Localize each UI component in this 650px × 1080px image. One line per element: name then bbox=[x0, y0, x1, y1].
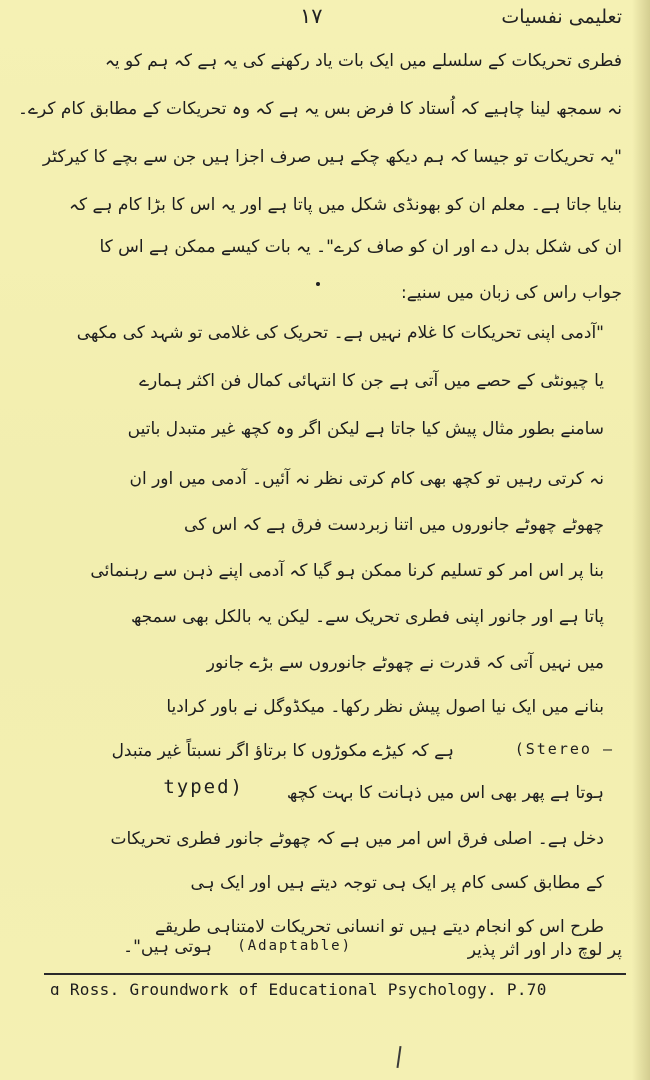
footnote-citation: ɑ Ross. Groundwork of Educational Psychology. P.70 bbox=[50, 980, 547, 999]
quote-final-line bbox=[62, 937, 622, 970]
footnote-rule bbox=[44, 973, 626, 975]
text-line: جواب راس کی زبان میں سنیے: bbox=[401, 283, 622, 303]
stray-ink-mark bbox=[396, 1046, 401, 1068]
quote-line: طرح اس کو انجام دیتے ہیں تو انسانی تحریکات لامتناہی طریقے bbox=[154, 917, 604, 937]
text-line: "یہ تحریکات تو جیسا کہ ہم دیکھ چکے ہیں صرف اجزا ہیں جن سے بچے کا کیرکٹر bbox=[42, 147, 622, 167]
quote-line: ہوتا ہے پھر بھی اس میں ذہانت کا بہت کچھ bbox=[286, 783, 604, 803]
quote-line: بنا پر اس امر کو تسلیم کرنا ممکن ہو گیا کہ آدمی اپنے ذہن سے رہنمائی bbox=[90, 561, 604, 581]
ink-dot bbox=[316, 282, 320, 286]
latin-term-typed: typed) bbox=[163, 776, 244, 798]
page-spine-shadow bbox=[632, 0, 650, 1080]
quote-line: نہ کرتی رہیں تو کچھ بھی کام کرتی نظر نہ آئیں۔ آدمی میں اور ان bbox=[129, 469, 604, 489]
quote-line: "آدمی اپنی تحریکات کا غلام نہیں ہے۔ تحریک کی غلامی تو شہد کی مکھی bbox=[76, 323, 604, 343]
latin-term-stereo: (Stereo – bbox=[514, 740, 614, 758]
page-number: ۱۷ bbox=[300, 4, 323, 28]
quote-line: بنانے میں ایک نیا اصول پیش نظر رکھا۔ میکڈوگل نے باور کرادیا bbox=[166, 697, 604, 717]
text-line: بنایا جاتا ہے۔ معلم ان کو بھونڈی شکل میں پاتا ہے اور یہ اس کا بڑا کام ہے کہ bbox=[69, 195, 622, 215]
quotation-block bbox=[74, 322, 614, 962]
text-line: ان کی شکل بدل دے اور ان کو صاف کرے"۔ یہ بات کیسے ممکن ہے اس کا bbox=[99, 237, 622, 257]
quote-line: دخل ہے۔ اصلی فرق اس امر میں ہے کہ چھوٹے جانور فطری تحریکات bbox=[110, 829, 604, 849]
text-line: فطری تحریکات کے سلسلے میں ایک بات یاد رکھنے کی یہ ہے کہ ہم کو یہ bbox=[104, 51, 622, 71]
quote-line: پاتا ہے اور جانور اپنی فطری تحریک سے۔ لیکن یہ بالکل بھی سمجھ bbox=[130, 607, 604, 627]
paragraph-intro bbox=[18, 50, 622, 310]
running-header: تعلیمی نفسیات bbox=[501, 6, 622, 28]
text-line: نہ سمجھ لینا چاہیے کہ اُستاد کا فرض بس یہ ہے کہ وہ تحریکات کے مطابق کام کرے۔ bbox=[18, 99, 622, 119]
quote-closing: ہوتی ہیں"۔ bbox=[123, 937, 212, 957]
quote-line: پر لوچ دار اور اثر پذیر bbox=[467, 940, 622, 960]
latin-term-adaptable: (Adaptable) bbox=[237, 938, 352, 954]
quote-line: کے مطابق کسی کام پر ایک ہی توجہ دیتے ہیں اور ایک ہی bbox=[190, 873, 604, 893]
quote-line: یا چیونٹی کے حصے میں آتی ہے جن کا انتہائی کمال فن اکثر ہمارے bbox=[139, 371, 604, 391]
quote-line: ہے کہ کیڑے مکوڑوں کا برتاؤ اگر نسبتاً غیر متبدل bbox=[111, 741, 454, 761]
quote-line: سامنے بطور مثال پیش کیا جاتا ہے لیکن اگر وہ کچھ غیر متبدل باتیں bbox=[127, 419, 604, 439]
quote-line: میں نہیں آتی کہ قدرت نے چھوٹے جانوروں سے بڑے جانور bbox=[206, 653, 604, 673]
quote-line: چھوٹے چھوٹے جانوروں میں اتنا زبردست فرق ہے کہ اس کی bbox=[184, 515, 604, 535]
